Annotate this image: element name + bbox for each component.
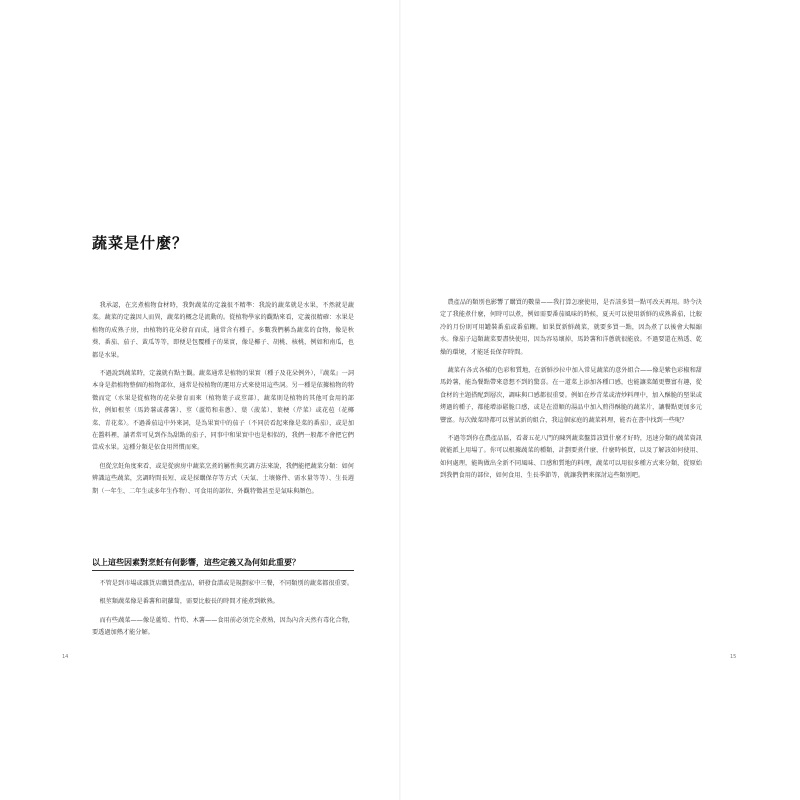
- left-column: [92, 300, 354, 504]
- paragraph: 根莖類蔬菜像是番薯和胡蘿蔔，需要比較長的時間才能煮到軟熟。: [99, 598, 279, 606]
- paragraph: 但從烹飪角度來看，或是從廚房中蔬菜烹煮的屬性與烹調方法來說，我們能把蔬菜分類：如何辨識這些蔬菜，烹調時間長短、或是採購保存等方式（天氣、土壤條件、需水量等等）、生長週期（一年生、二年生或多年生作物）、可食用的部位、外觀特徵甚至是氣味與顏色。: [92, 462, 354, 495]
- paragraph: 我承認，在烹煮植物食材時，我對蔬菜的定義很不精準：我說的蔬菜就是水果，不然就是蔬菜。蔬菜的定義因人而異，蔬菜的概念是流動的。從植物學家的觀點來看，定義很精確：水果是植物的成熟子房，由植物的花朵發育而成，通常含有種子。多數我們稱為蔬菜的食物，像是秋葵、番茄、茄子、黃瓜等等，即便是包覆種子的果實，像是椰子、胡桃、核桃，例如和南瓜，也都是水果。: [92, 302, 354, 359]
- page-number-left: 14: [62, 654, 69, 660]
- paragraph: 農產品的類別也影響了購買的數量——我打算怎麼使用，是否該多買一點可改天再用。時令決定了我能煮什麼，何時可以煮，例如需要番茄風味的時候，夏天可以使用新鮮的成熟番茄，比較冷的月份則可用罐裝番茄或番茄糊。如果買新鮮蔬菜，就要多買一點，因為煮了以後會大幅縮水。像茄子這類蔬菜要盡快使用，因為容易壞掉，馬鈴薯和洋蔥就很能放。不過要還在熟透、乾燥的環境，才能延長保存時間。: [440, 299, 702, 356]
- page-number-right: 15: [730, 654, 737, 660]
- section-subhead: 以上這些因素對烹飪有何影響，這些定義又為何如此重要？: [92, 558, 300, 567]
- paragraph: 不管是到市場或雜貨店購買農產品，研發食譜或是規劃家中三餐，不同類別的蔬菜都很重要。: [99, 580, 354, 587]
- left-column-lower: [92, 578, 354, 646]
- page-gutter: [399, 0, 401, 800]
- paragraph: 不過等到你在農產品區，看著五花八門的陳列蔬菜盤算該買什麼才好時，迅速分類的蔬菜資訊就能派上用場了。你可以根據蔬菜的種類，計劃要煮什麼、什麼時候買，以及了解該如何使用、如何處理，能夠做出全新不同風味、口感和質地的料理，蔬菜可以用很多種方式來分類，從原始到我們食用的部位，如何食用、生長季節等，就讓我們來探討這些類別吧。: [440, 435, 702, 480]
- paragraph: 蔬菜有各式各樣的色彩和質地，在新鮮沙拉中加入常見蔬菜的意外組合——像是紫色彩椒和甜馬鈴薯，能為餐點帶來意想不到的驚喜。在一道菜上添加各種口感，也能讓菜餚更豐富有趣，從食材的主題搭配到層次，調味與口感都很重要。例如在炒青菜或清炒料理中，加入酥脆的堅果或烤過的種子，都能增添鬆脆口感，或是在滑順的湯品中加入煎得酥脆的蔬菜片，讓餐點更加多元豐富。每次做菜時都可以嘗試新的組合，我這個家庭的蔬菜料理，能否在書中找到一些呢？: [440, 367, 702, 424]
- page-title: 蔬菜是什麼？: [92, 234, 189, 252]
- right-column: [440, 297, 702, 489]
- subhead-rule: [92, 570, 354, 571]
- paragraph: 不過說到蔬菜時，定義就有點主觀。蔬菜通常是植物的果實（種子及花朵例外），『蔬菜』一詞本身是指植物整個的植物部位，通常是按植物的運用方式來使用這些詞。另一種是依據植物的特徵而定（水果是從植物的花朵發育而來（植物葉子或莖部），蔬菜則是植物的其他可食用的部位，例如根莖（馬鈴薯或蕃薯）、莖（蘆筍和韭蔥）、葉（菠菜）、葉梗（芹菜）或花苞（花椰菜、青花菜）。不過番茄這中外來詞，是為果實中的茄子（不同於看起來像是菜的番茄），或是加在醬料裡，讀者常可見到作為甜點的茄子，同事中和果實中也是相似的，我們一般都不會把它們當成水果。這種分類是依食用習慣而來。: [92, 370, 354, 452]
- paragraph: 而有些蔬菜——像是蘆筍、竹筍、木薯——食用前必須完全煮熟，因為內含天然有毒化合物，要透過加熱才能分解。: [92, 616, 354, 637]
